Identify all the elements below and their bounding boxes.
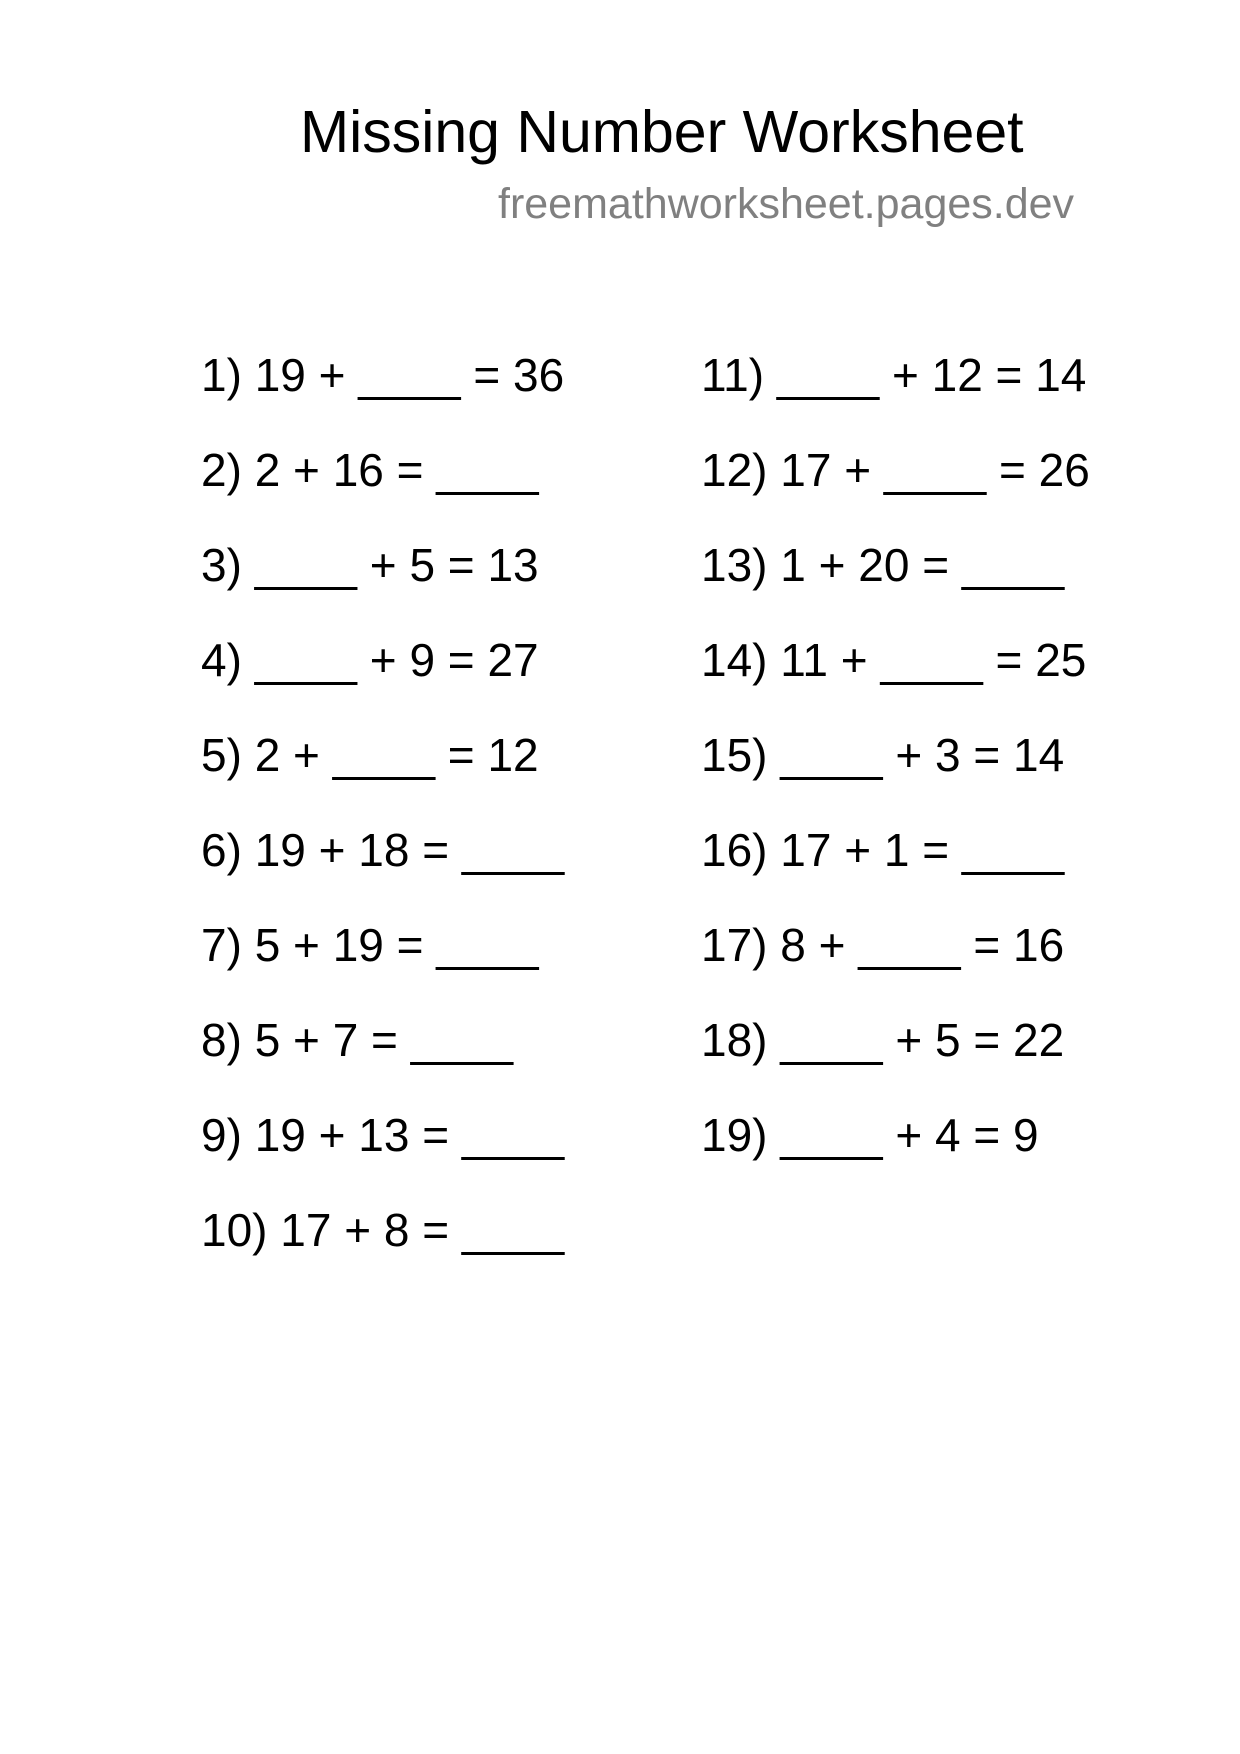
problem-number: 1) <box>201 349 242 401</box>
worksheet-title: Missing Number Worksheet <box>300 99 1024 165</box>
problem-expression: 2 + ____ = 12 <box>254 729 539 781</box>
problem-number: 11) <box>701 349 765 401</box>
problem-expression: 19 + 13 = ____ <box>254 1109 565 1161</box>
problem-number: 17) <box>701 919 768 971</box>
problem-number: 3) <box>201 539 242 591</box>
problem-expression: ____ + 4 = 9 <box>780 1109 1039 1161</box>
problem-expression: 17 + 1 = ____ <box>780 824 1065 876</box>
problem-number: 7) <box>201 919 242 971</box>
problem-item <box>201 630 564 725</box>
problem-number: 18) <box>701 1014 768 1066</box>
problem-expression: ____ + 12 = 14 <box>776 349 1087 401</box>
problem-expression: 17 + ____ = 26 <box>780 444 1090 496</box>
problem-number: 2) <box>201 444 242 496</box>
problem-expression: 2 + 16 = ____ <box>254 444 539 496</box>
problem-item <box>201 1105 564 1200</box>
problem-item <box>201 820 564 915</box>
problem-item <box>701 725 1090 820</box>
problem-expression: 5 + 19 = ____ <box>254 919 539 971</box>
problem-number: 16) <box>701 824 768 876</box>
problem-expression: ____ + 5 = 13 <box>254 539 539 591</box>
problem-number: 12) <box>701 444 768 496</box>
problem-item <box>201 440 564 535</box>
problems-left-column <box>201 345 564 1295</box>
problem-expression: 17 + 8 = ____ <box>280 1204 565 1256</box>
problem-item <box>701 345 1090 440</box>
problem-number: 4) <box>201 634 242 686</box>
problem-number: 19) <box>701 1109 768 1161</box>
problem-expression: ____ + 9 = 27 <box>254 634 539 686</box>
problems-right-column <box>701 345 1090 1200</box>
problem-number: 8) <box>201 1014 242 1066</box>
problem-number: 10) <box>201 1204 268 1256</box>
problem-number: 5) <box>201 729 242 781</box>
problem-item <box>701 1010 1090 1105</box>
problem-item <box>701 915 1090 1010</box>
problem-number: 14) <box>701 634 768 686</box>
problem-item <box>201 535 564 630</box>
problem-item <box>701 630 1090 725</box>
problem-number: 15) <box>701 729 768 781</box>
problem-item <box>201 725 564 820</box>
problem-item <box>701 1105 1090 1200</box>
problem-number: 9) <box>201 1109 242 1161</box>
problem-expression: 19 + ____ = 36 <box>254 349 565 401</box>
problem-item <box>201 915 564 1010</box>
problem-expression: 5 + 7 = ____ <box>254 1014 514 1066</box>
problem-item <box>201 345 564 440</box>
source-url: freemathworksheet.pages.dev <box>498 180 1075 228</box>
problem-expression: 11 + ____ = 25 <box>780 634 1087 686</box>
problem-expression: 19 + 18 = ____ <box>254 824 565 876</box>
problem-expression: 1 + 20 = ____ <box>780 539 1065 591</box>
problem-item <box>201 1200 564 1295</box>
problem-expression: ____ + 3 = 14 <box>780 729 1065 781</box>
problem-expression: 8 + ____ = 16 <box>780 919 1065 971</box>
problem-number: 6) <box>201 824 242 876</box>
problem-expression: ____ + 5 = 22 <box>780 1014 1065 1066</box>
problem-item <box>201 1010 564 1105</box>
problem-item <box>701 535 1090 630</box>
problem-item <box>701 440 1090 535</box>
problem-item <box>701 820 1090 915</box>
problem-number: 13) <box>701 539 768 591</box>
